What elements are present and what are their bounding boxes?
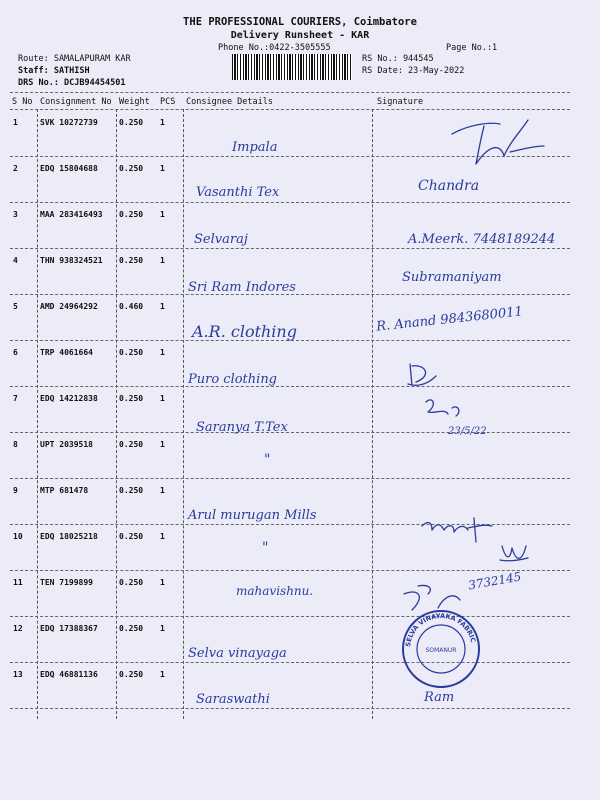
row-consignment-no: SVK 10272739: [40, 118, 98, 127]
company-title: THE PROFESSIONAL COURIERS, Coimbatore: [183, 16, 417, 28]
row-weight: 0.460: [119, 302, 144, 311]
row-sno: 9: [13, 486, 18, 495]
row-divider: [10, 570, 570, 571]
row-weight: 0.250: [119, 578, 144, 587]
col-pcs: PCS: [160, 97, 176, 107]
signature-10: [496, 540, 532, 566]
row-sno: 7: [13, 394, 18, 403]
handwriting-consignee-13: Saraswathi: [196, 692, 270, 707]
row-consignment-no: MAA 283416493: [40, 210, 103, 219]
barcode: [232, 54, 352, 80]
row-pcs: 1: [160, 210, 165, 219]
row-weight: 0.250: [119, 394, 144, 403]
row-consignment-no: EDQ 15804688: [40, 164, 98, 173]
row-weight: 0.250: [119, 118, 144, 127]
handwriting-consignee-6: Puro clothing: [188, 372, 278, 387]
row-sno: 5: [13, 302, 18, 311]
row-weight: 0.250: [119, 164, 144, 173]
row-consignment-no: THN 938324521: [40, 256, 103, 265]
signature-2: Chandra: [418, 178, 480, 194]
row-consignment-no: EDQ 17388367: [40, 624, 98, 633]
row-pcs: 1: [160, 394, 165, 403]
signature-9: [418, 512, 498, 548]
row-divider: [10, 478, 570, 479]
page-number: Page No.:1: [446, 43, 498, 53]
signature-3: A.Meerk. 7448189244: [408, 232, 556, 247]
phone-number: Phone No.:0422-3505555: [218, 43, 331, 53]
row-weight: 0.250: [119, 210, 144, 219]
handwriting-consignee-7: Saranya T.Tex: [196, 420, 288, 435]
row-pcs: 1: [160, 486, 165, 495]
row-divider: [10, 202, 570, 203]
row-consignment-no: EDQ 46881136: [40, 670, 98, 679]
col-consignee: Consignee Details: [186, 97, 273, 107]
signature-5: R. Anand 9843680011: [375, 304, 524, 335]
handwriting-consignee-3: Selvaraj: [194, 232, 248, 247]
row-sno: 8: [13, 440, 18, 449]
row-weight: 0.250: [119, 532, 144, 541]
row-sno: 11: [13, 578, 23, 587]
route: Route: SAMALAPURAM KAR: [18, 54, 131, 64]
signature-13: Ram: [424, 690, 455, 705]
row-weight: 0.250: [119, 670, 144, 679]
handwriting-consignee-12: Selva vinayaga: [188, 646, 287, 661]
ditto-mark-10: ": [262, 540, 269, 556]
stamp-text: SELVA VINAYAKA FABRIC: [404, 611, 478, 648]
row-weight: 0.250: [119, 486, 144, 495]
runsheet-subtitle: Delivery Runsheet - KAR: [230, 30, 370, 41]
row-consignment-no: MTP 681478: [40, 486, 89, 495]
handwriting-consignee-11: mahavishnu.: [236, 584, 314, 598]
signature-11-number: 3732145: [467, 569, 523, 593]
row-sno: 12: [13, 624, 23, 633]
drs-number: DRS No.: DCJB94454501: [18, 78, 126, 88]
row-sno: 4: [13, 256, 18, 265]
header-top-rule: [10, 92, 570, 93]
row-consignment-no: UPT 2039518: [40, 440, 93, 449]
rs-date: RS Date: 23-May-2022: [362, 66, 465, 76]
handwriting-consignee-5: A.R. clothing: [192, 322, 297, 341]
signature-7-date: 23/5/22: [448, 426, 487, 437]
row-pcs: 1: [160, 256, 165, 265]
signature-7: [418, 396, 468, 426]
svg-text:SELVA VINAYAKA FABRIC: [404, 612, 477, 647]
row-sno: 6: [13, 348, 18, 357]
handwriting-consignee-2: Vasanthi Tex: [196, 185, 280, 200]
col-divider: [183, 109, 184, 719]
row-pcs: 1: [160, 118, 165, 127]
row-pcs: 1: [160, 624, 165, 633]
row-pcs: 1: [160, 164, 165, 173]
row-consignment-no: EDQ 18025218: [40, 532, 98, 541]
row-pcs: 1: [160, 578, 165, 587]
ditto-mark-8: ": [264, 452, 271, 468]
company-stamp: [398, 606, 484, 692]
row-sno: 10: [13, 532, 23, 541]
row-sno: 1: [13, 118, 18, 127]
row-sno: 3: [13, 210, 18, 219]
row-weight: 0.250: [119, 624, 144, 633]
row-consignment-no: TEN 7199899: [40, 578, 93, 587]
row-consignment-no: AMD 24964292: [40, 302, 98, 311]
row-pcs: 1: [160, 440, 165, 449]
handwriting-consignee-1: Impala: [232, 140, 278, 155]
col-consignment: Consignment No: [40, 97, 112, 107]
row-consignment-no: TRP 4061664: [40, 348, 93, 357]
row-divider: [10, 662, 570, 663]
row-consignment-no: EDQ 14212838: [40, 394, 98, 403]
signature-1: [440, 112, 550, 172]
staff: Staff: SATHISH: [18, 66, 90, 76]
row-divider: [10, 248, 570, 249]
col-weight: Weight: [119, 97, 150, 107]
signature-4: Subramaniyam: [402, 270, 502, 285]
stamp-subtext: SOMANUR: [425, 647, 457, 654]
row-weight: 0.250: [119, 440, 144, 449]
col-divider: [37, 109, 38, 719]
handwriting-consignee-4: Sri Ram Indores: [188, 280, 296, 295]
row-sno: 13: [13, 670, 23, 679]
col-divider: [116, 109, 117, 719]
col-divider: [372, 109, 373, 719]
rs-number: RS No.: 944545: [362, 54, 434, 64]
handwriting-consignee-9: Arul murugan Mills: [188, 508, 317, 523]
row-pcs: 1: [160, 532, 165, 541]
row-divider: [10, 386, 570, 387]
col-sno: S No: [12, 97, 33, 107]
col-signature: Signature: [377, 97, 424, 107]
signature-6: [402, 358, 442, 392]
row-weight: 0.250: [119, 348, 144, 357]
row-divider: [10, 616, 570, 617]
header-bottom-rule: [10, 109, 570, 110]
row-pcs: 1: [160, 670, 165, 679]
row-weight: 0.250: [119, 256, 144, 265]
row-divider: [10, 708, 570, 709]
row-pcs: 1: [160, 348, 165, 357]
row-pcs: 1: [160, 302, 165, 311]
row-sno: 2: [13, 164, 18, 173]
